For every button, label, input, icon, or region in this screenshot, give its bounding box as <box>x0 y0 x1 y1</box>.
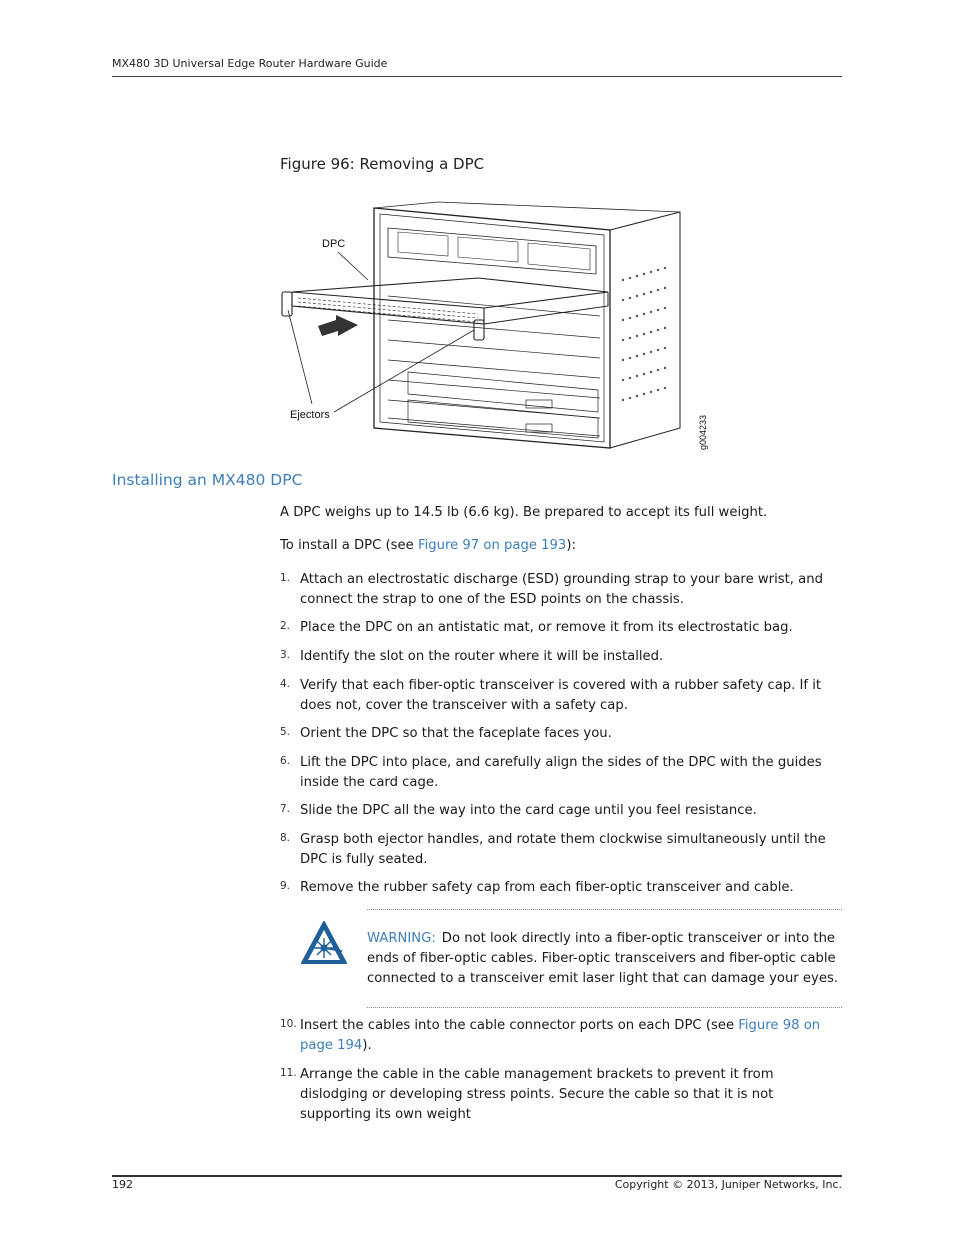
footer-rule <box>112 1175 842 1177</box>
step-number: 5. <box>280 726 291 738</box>
figure-97-link[interactable]: Figure 97 on page 193 <box>417 538 567 553</box>
step-text: Lift the DPC into place, and carefully align the sides of the DPC with the guides inside the card cage. <box>300 755 822 790</box>
weight-note: A DPC weighs up to 14.5 lb (6.6 kg). Be prepared to accept its full weight. <box>280 505 768 520</box>
step-number: 4. <box>280 678 291 690</box>
step-text: Remove the rubber safety cap from each fiber-optic transceiver and cable. <box>300 880 794 895</box>
step-text: Orient the DPC so that the faceplate faces you. <box>300 726 612 741</box>
step-number: 1. <box>280 572 291 584</box>
step-10-prefix: Insert the cables into the cable connector ports on each DPC (see <box>300 1018 739 1033</box>
figure-id: g004233 <box>698 414 708 450</box>
step-text: Attach an electrostatic discharge (ESD) grounding strap to your bare wrist, and connect the strap to one of the ESD points on the chassis. <box>300 572 823 607</box>
step-text: Arrange the cable in the cable management brackets to prevent it from dislodging or developing stress points. Secure the cable so that it is not supporting its own weight <box>300 1067 774 1122</box>
laser-warning-icon <box>300 920 348 966</box>
dpc-removal-illustration <box>278 200 718 462</box>
step-number: 6. <box>280 755 291 767</box>
running-header: MX480 3D Universal Edge Router Hardware Guide <box>112 57 388 70</box>
step-text: Slide the DPC all the way into the card cage until you feel resistance. <box>300 803 757 818</box>
warning-top-rule <box>367 909 842 910</box>
removal-arrow <box>318 315 358 336</box>
warning-label: WARNING: <box>367 931 436 946</box>
install-intro <box>280 536 576 556</box>
step-number: 9. <box>280 880 291 892</box>
step-10-suffix: ). <box>362 1038 372 1053</box>
section-title: Installing an MX480 DPC <box>112 471 303 489</box>
install-intro-prefix: To install a DPC (see <box>280 538 418 553</box>
step-number: 11. <box>280 1067 297 1079</box>
step-text: Verify that each fiber-optic transceiver is covered with a rubber safety cap. If it does not, cover the transceiver with a safety cap. <box>300 678 822 713</box>
step-number: 10. <box>280 1018 297 1030</box>
step-text <box>300 1016 842 1056</box>
warning-message <box>367 929 842 989</box>
warning-text: Do not look directly into a fiber-optic transceiver or into the ends of fiber-optic cables. Fiber-optic transceivers and fiber-optic cable connected to a transceiver emit laser light that can damage your eyes. <box>367 931 839 986</box>
copyright-notice: Copyright © 2013, Juniper Networks, Inc. <box>614 1178 842 1191</box>
step-text: Identify the slot on the router where it will be installed. <box>300 649 664 664</box>
step-text: Grasp both ejector handles, and rotate them clockwise simultaneously until the DPC is fully seated. <box>300 832 826 867</box>
step-number: 7. <box>280 803 291 815</box>
ejectors-label: Ejectors <box>290 409 330 421</box>
step-number: 2. <box>280 620 291 632</box>
warning-bottom-rule <box>367 1007 842 1008</box>
figure-caption: Figure 96: Removing a DPC <box>280 155 485 173</box>
dpc-label: DPC <box>322 238 346 250</box>
step-number: 3. <box>280 649 291 661</box>
page-number: 192 <box>112 1178 133 1191</box>
step-number: 8. <box>280 832 291 844</box>
install-intro-suffix: ): <box>566 538 576 553</box>
step-text: Place the DPC on an antistatic mat, or remove it from its electrostatic bag. <box>300 620 793 635</box>
header-rule <box>112 76 842 77</box>
figure-98-link[interactable]: Figure 98 on page 194 <box>300 1018 821 1053</box>
